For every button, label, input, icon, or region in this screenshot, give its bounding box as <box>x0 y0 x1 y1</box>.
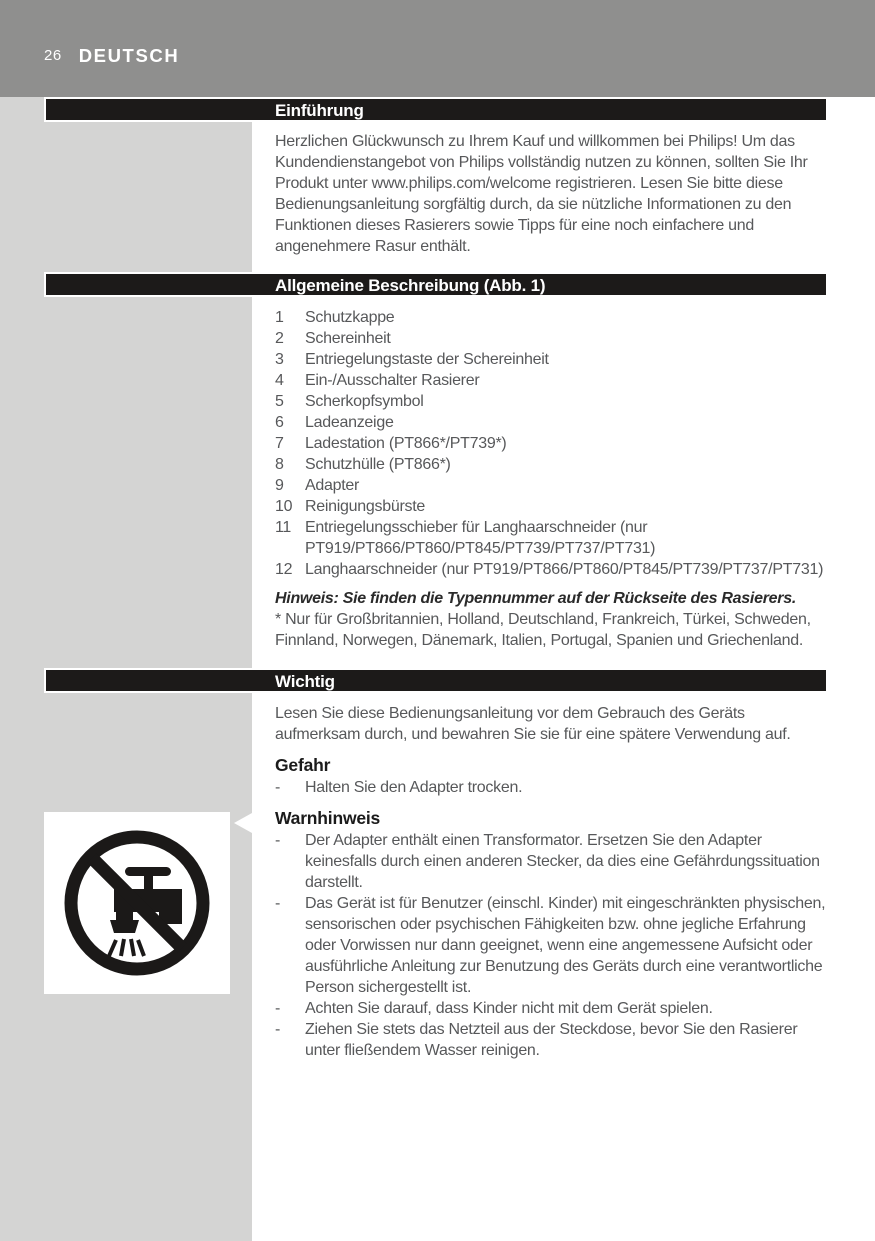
bullet-item <box>275 830 830 893</box>
list-item-text: Ein-/Ausschalter Rasierer <box>305 372 480 389</box>
parts-list <box>275 307 830 580</box>
list-item-text: Reinigungsbürste <box>305 498 426 515</box>
list-item-text: Entriegelungstaste der Schereinheit <box>305 351 549 368</box>
list-item <box>275 307 830 328</box>
list-item <box>275 433 830 454</box>
page-language: DEUTSCH <box>78 44 180 66</box>
list-item-number: 5 <box>275 393 284 410</box>
bullet-item <box>275 1019 830 1061</box>
list-item-text: Scherkopfsymbol <box>305 393 424 410</box>
countries-note: * Nur für Großbritannien, Holland, Deutschland, Frankreich, Türkei, Schweden, Finnland, Norwegen, Dänemark, Italien, Portugal, Spanien und Griechenland. <box>275 611 811 649</box>
list-item-number: 11 <box>275 519 292 536</box>
section-header-beschreibung <box>44 272 828 297</box>
bullet-text: Halten Sie den Adapter trocken. <box>305 779 523 796</box>
list-item <box>275 517 830 559</box>
bullet-item <box>275 893 830 998</box>
bullet-item <box>275 998 830 1019</box>
page-header-band <box>0 0 875 97</box>
list-item <box>275 454 830 475</box>
bullet-text: Der Adapter enthält einen Transformator. Ersetzen Sie den Adapter keinesfalls durch einen anderen Stecker, da dies eine Gefährdungssituation darstellt. <box>305 832 820 891</box>
bullet-text: Achten Sie darauf, dass Kinder nicht mit dem Gerät spielen. <box>305 1000 713 1017</box>
page-number: 26 <box>44 47 62 64</box>
section-title: Allgemeine Beschreibung (Abb. 1) <box>275 276 546 295</box>
bullet-dash <box>275 777 305 798</box>
list-item-number: 10 <box>275 498 293 515</box>
list-item-number: 12 <box>275 561 293 578</box>
list-item <box>275 496 830 517</box>
warnhinweis-list <box>275 830 830 1061</box>
section-title: Einführung <box>275 101 364 120</box>
list-item-number: 8 <box>275 456 284 473</box>
wichtig-intro: Lesen Sie diese Bedienungsanleitung vor dem Gebrauch des Geräts aufmerksam durch, und bewahren Sie sie für eine spätere Verwendung auf. <box>275 705 791 743</box>
section-header-wichtig <box>44 668 828 693</box>
section-header-einfuehrung <box>44 97 828 122</box>
list-item-number: 3 <box>275 351 284 368</box>
type-number-note: Hinweis: Sie finden die Typennummer auf der Rückseite des Rasierers. <box>275 590 796 607</box>
list-item-number: 1 <box>275 309 284 326</box>
list-item-number: 2 <box>275 330 284 347</box>
list-item <box>275 328 830 349</box>
list-item-number: 4 <box>275 372 284 389</box>
no-water-tap-icon <box>64 830 210 976</box>
list-item-number: 9 <box>275 477 284 494</box>
bullet-dash <box>275 830 305 893</box>
bullet-dash <box>275 998 305 1019</box>
list-item-number: 6 <box>275 414 284 431</box>
list-item <box>275 349 830 370</box>
einfuehrung-paragraph: Herzlichen Glückwunsch zu Ihrem Kauf und willkommen bei Philips! Um das Kundendienstangebot von Philips vollständig nutzen zu können, sollten Sie Ihr Produkt unter www.philips.com/welcome registrieren. Lesen Sie bitte diese Bedienungsanleitung sorgfältig durch, da sie nützliche Informationen zu den Funktionen dieses Rasierers sowie Tipps für eine noch einfachere und angenehmere Rasur enthält. <box>275 133 808 255</box>
bullet-dash <box>275 893 305 998</box>
list-item <box>275 391 830 412</box>
callout-arrow-icon <box>234 813 252 833</box>
warnhinweis-heading: Warnhinweis <box>275 808 381 828</box>
bullet-dash <box>275 1019 305 1061</box>
list-item-text: Ladeanzeige <box>305 414 394 431</box>
list-item <box>275 475 830 496</box>
bullet-text: Ziehen Sie stets das Netzteil aus der Steckdose, bevor Sie den Rasierer unter fließendem Wasser reinigen. <box>305 1021 798 1059</box>
gefahr-heading: Gefahr <box>275 755 331 775</box>
section-title: Wichtig <box>275 672 335 691</box>
list-item-text: Adapter <box>305 477 360 494</box>
bullet-item <box>275 777 830 798</box>
danger-callout <box>44 812 230 994</box>
list-item-text: Schutzhülle (PT866*) <box>305 456 451 473</box>
list-item <box>275 370 830 391</box>
list-item-text: Ladestation (PT866*/PT739*) <box>305 435 507 452</box>
list-item-number: 7 <box>275 435 284 452</box>
list-item <box>275 559 830 580</box>
list-item-text: Entriegelungsschieber für Langhaarschneider (nur PT919/PT866/PT860/PT845/PT739/PT737/PT731) <box>305 519 656 557</box>
list-item <box>275 412 830 433</box>
gefahr-list <box>275 777 830 798</box>
bullet-text: Das Gerät ist für Benutzer (einschl. Kinder) mit eingeschränkten physischen, sensorischen oder psychischen Fähigkeiten bzw. ohne jegliche Erfahrung oder Vorwissen nur dann geeignet, wenn eine angemessene Aufsicht oder ausführliche Anleitung zur Benutzung des Geräts durch eine verantwortliche Person sichergestellt ist. <box>305 895 826 996</box>
list-item-text: Langhaarschneider (nur PT919/PT866/PT860/PT845/PT739/PT737/PT731) <box>305 561 824 578</box>
list-item-text: Schutzkappe <box>305 309 395 326</box>
list-item-text: Schereinheit <box>305 330 391 347</box>
